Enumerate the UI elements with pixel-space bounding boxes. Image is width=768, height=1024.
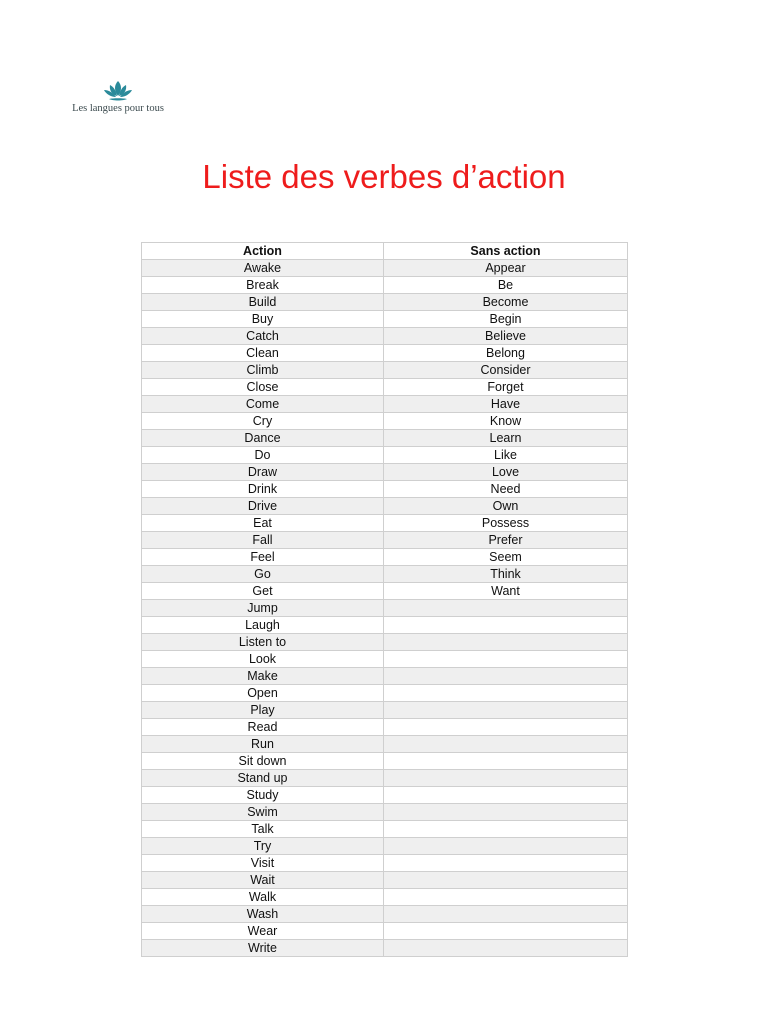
table-row — [142, 566, 628, 583]
logo — [58, 80, 178, 114]
table-row — [142, 702, 628, 719]
sans-action-verb-cell: Like — [384, 447, 628, 464]
sans-action-verb-cell: Need — [384, 481, 628, 498]
table-row — [142, 736, 628, 753]
action-verb-cell: Look — [142, 651, 384, 668]
sans-action-verb-cell — [384, 804, 628, 821]
table-row — [142, 328, 628, 345]
sans-action-verb-cell — [384, 634, 628, 651]
table-row — [142, 753, 628, 770]
action-verb-cell: Awake — [142, 260, 384, 277]
sans-action-verb-cell: Believe — [384, 328, 628, 345]
table-row — [142, 600, 628, 617]
table-row — [142, 430, 628, 447]
sans-action-verb-cell — [384, 787, 628, 804]
action-verb-cell: Come — [142, 396, 384, 413]
sans-action-verb-cell: Prefer — [384, 532, 628, 549]
sans-action-verb-cell — [384, 770, 628, 787]
table-row — [142, 464, 628, 481]
action-verb-cell: Make — [142, 668, 384, 685]
action-verb-cell: Go — [142, 566, 384, 583]
table-row — [142, 804, 628, 821]
action-verb-cell: Sit down — [142, 753, 384, 770]
action-verb-cell: Drink — [142, 481, 384, 498]
action-verb-cell: Dance — [142, 430, 384, 447]
header-action: Action — [142, 243, 384, 260]
sans-action-verb-cell — [384, 940, 628, 957]
table-row — [142, 515, 628, 532]
action-verb-cell: Visit — [142, 855, 384, 872]
action-verb-cell: Open — [142, 685, 384, 702]
table-row — [142, 549, 628, 566]
sans-action-verb-cell — [384, 821, 628, 838]
page-title: Liste des verbes d’action — [202, 158, 566, 195]
table-row — [142, 396, 628, 413]
table-row — [142, 838, 628, 855]
table-row — [142, 294, 628, 311]
action-verb-cell: Climb — [142, 362, 384, 379]
table-row — [142, 447, 628, 464]
sans-action-verb-cell — [384, 855, 628, 872]
action-verb-cell: Do — [142, 447, 384, 464]
table-row — [142, 906, 628, 923]
table-row — [142, 362, 628, 379]
sans-action-verb-cell: Consider — [384, 362, 628, 379]
table-row — [142, 260, 628, 277]
sans-action-verb-cell: Know — [384, 413, 628, 430]
action-verb-cell: Clean — [142, 345, 384, 362]
action-verb-cell: Eat — [142, 515, 384, 532]
sans-action-verb-cell — [384, 685, 628, 702]
sans-action-verb-cell — [384, 872, 628, 889]
action-verb-cell: Read — [142, 719, 384, 736]
header-sans-action: Sans action — [384, 243, 628, 260]
table-row — [142, 889, 628, 906]
action-verb-cell: Study — [142, 787, 384, 804]
table-row — [142, 923, 628, 940]
sans-action-verb-cell: Forget — [384, 379, 628, 396]
sans-action-verb-cell: Belong — [384, 345, 628, 362]
action-verb-cell: Buy — [142, 311, 384, 328]
sans-action-verb-cell — [384, 617, 628, 634]
sans-action-verb-cell: Want — [384, 583, 628, 600]
action-verb-cell: Wait — [142, 872, 384, 889]
action-verb-cell: Talk — [142, 821, 384, 838]
sans-action-verb-cell — [384, 702, 628, 719]
table-row — [142, 685, 628, 702]
table-row — [142, 277, 628, 294]
action-verb-cell: Laugh — [142, 617, 384, 634]
table-row — [142, 379, 628, 396]
sans-action-verb-cell — [384, 838, 628, 855]
action-verb-cell: Cry — [142, 413, 384, 430]
action-verb-cell: Play — [142, 702, 384, 719]
table-row — [142, 821, 628, 838]
table-row — [142, 855, 628, 872]
lotus-icon — [103, 80, 133, 102]
table-row — [142, 668, 628, 685]
sans-action-verb-cell: Have — [384, 396, 628, 413]
table-row — [142, 634, 628, 651]
table-row — [142, 617, 628, 634]
sans-action-verb-cell — [384, 753, 628, 770]
sans-action-verb-cell: Think — [384, 566, 628, 583]
verbs-table-body — [142, 260, 628, 957]
action-verb-cell: Catch — [142, 328, 384, 345]
table-row — [142, 651, 628, 668]
table-row — [142, 311, 628, 328]
table-row — [142, 481, 628, 498]
sans-action-verb-cell — [384, 600, 628, 617]
table-row — [142, 872, 628, 889]
action-verb-cell: Draw — [142, 464, 384, 481]
action-verb-cell: Get — [142, 583, 384, 600]
action-verb-cell: Wash — [142, 906, 384, 923]
table-row — [142, 719, 628, 736]
sans-action-verb-cell: Love — [384, 464, 628, 481]
action-verb-cell: Close — [142, 379, 384, 396]
action-verb-cell: Walk — [142, 889, 384, 906]
sans-action-verb-cell — [384, 923, 628, 940]
table-row — [142, 583, 628, 600]
sans-action-verb-cell: Possess — [384, 515, 628, 532]
verbs-table — [141, 242, 628, 957]
action-verb-cell: Build — [142, 294, 384, 311]
sans-action-verb-cell — [384, 736, 628, 753]
table-row — [142, 413, 628, 430]
action-verb-cell: Run — [142, 736, 384, 753]
action-verb-cell: Drive — [142, 498, 384, 515]
action-verb-cell: Wear — [142, 923, 384, 940]
action-verb-cell: Jump — [142, 600, 384, 617]
sans-action-verb-cell: Begin — [384, 311, 628, 328]
action-verb-cell: Break — [142, 277, 384, 294]
action-verb-cell: Swim — [142, 804, 384, 821]
sans-action-verb-cell — [384, 889, 628, 906]
table-row — [142, 498, 628, 515]
sans-action-verb-cell: Learn — [384, 430, 628, 447]
sans-action-verb-cell — [384, 906, 628, 923]
sans-action-verb-cell: Own — [384, 498, 628, 515]
table-header-row — [142, 243, 628, 260]
table-row — [142, 940, 628, 957]
table-row — [142, 787, 628, 804]
sans-action-verb-cell: Be — [384, 277, 628, 294]
action-verb-cell: Feel — [142, 549, 384, 566]
sans-action-verb-cell — [384, 651, 628, 668]
sans-action-verb-cell: Appear — [384, 260, 628, 277]
sans-action-verb-cell — [384, 668, 628, 685]
action-verb-cell: Stand up — [142, 770, 384, 787]
sans-action-verb-cell: Become — [384, 294, 628, 311]
sans-action-verb-cell — [384, 719, 628, 736]
action-verb-cell: Write — [142, 940, 384, 957]
action-verb-cell: Fall — [142, 532, 384, 549]
table-row — [142, 345, 628, 362]
logo-text: Les langues pour tous — [72, 103, 164, 114]
table-row — [142, 770, 628, 787]
action-verb-cell: Listen to — [142, 634, 384, 651]
table-row — [142, 532, 628, 549]
sans-action-verb-cell: Seem — [384, 549, 628, 566]
action-verb-cell: Try — [142, 838, 384, 855]
